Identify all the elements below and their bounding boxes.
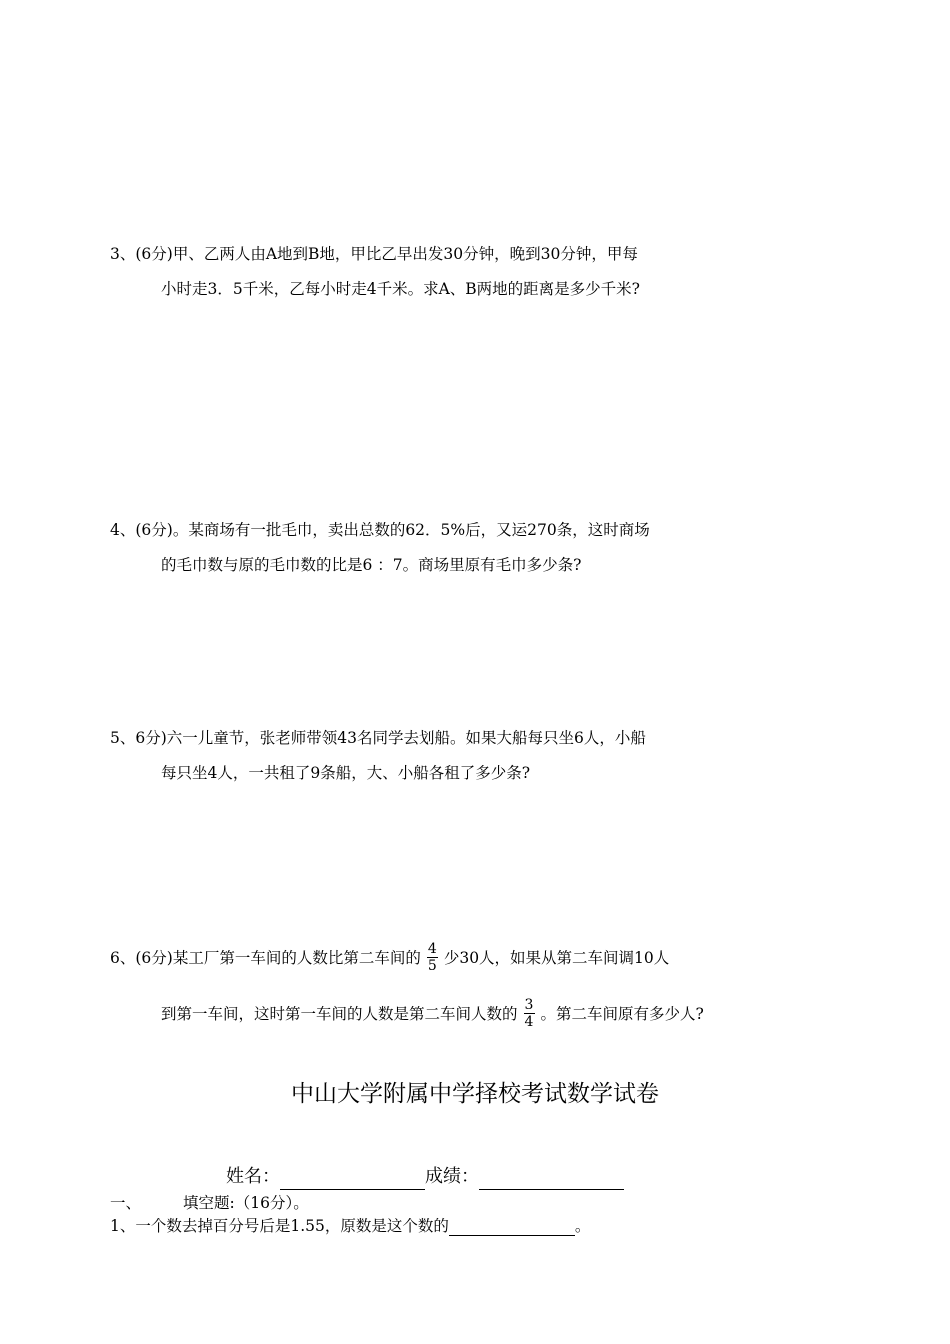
section-1-heading bbox=[110, 1193, 309, 1213]
fraction-four-fifths bbox=[427, 941, 438, 974]
problem-4-line-2: 的毛巾数与原的毛巾数的比是6 ：7。商场里原有毛巾多少条? bbox=[161, 556, 582, 574]
problem-5-line-2: 每只坐4人，一共租了9条船，大、小船各租了多少条? bbox=[161, 764, 531, 782]
problem-4-line-1: 4、(6分)。某商场有一批毛巾，卖出总数的62．5%后，又运270条，这时商场 bbox=[110, 521, 650, 539]
answer-blank[interactable] bbox=[449, 1217, 575, 1236]
question-1 bbox=[110, 1216, 590, 1236]
problem-6-line-1 bbox=[110, 938, 669, 978]
fraction-numerator: 4 bbox=[427, 940, 437, 957]
problem-3-line-2: 小时走3．5千米，乙每小时走4千米。求A、B两地的距离是多少千米? bbox=[161, 280, 640, 298]
problem-6-text-a: 6、(6分)某工厂第一车间的人数比第二车间的 bbox=[110, 949, 421, 967]
problem-6-text-b: 少30人，如果从第二车间调10人 bbox=[443, 949, 670, 967]
problem-5-line-1: 5、6分)六一儿童节，张老师带领43名同学去划船。如果大船每只坐6人，小船 bbox=[110, 729, 646, 747]
question-1-text: 1、一个数去掉百分号后是1.55，原数是这个数的 bbox=[110, 1217, 449, 1235]
score-blank[interactable] bbox=[479, 1167, 624, 1190]
fraction-three-quarters bbox=[524, 997, 535, 1030]
problem-6-line-2 bbox=[161, 994, 704, 1034]
section-title: 填空题:（16分）。 bbox=[183, 1194, 309, 1212]
question-1-end: 。 bbox=[574, 1217, 591, 1235]
problem-6-text-d: 。第二车间原有多少人? bbox=[540, 1005, 704, 1023]
name-label: 姓名： bbox=[226, 1166, 280, 1187]
score-label: 成绩： bbox=[425, 1166, 479, 1187]
name-blank[interactable] bbox=[280, 1167, 425, 1190]
problem-3-line-1: 3、(6分)甲、乙两人由A地到B地，甲比乙早出发30分钟，晚到30分钟，甲每 bbox=[110, 245, 638, 263]
fraction-numerator: 3 bbox=[524, 996, 534, 1013]
fraction-denominator: 5 bbox=[427, 957, 437, 974]
problem-6-text-c: 到第一车间，这时第一车间的人数是第二车间人数的 bbox=[161, 1005, 518, 1023]
fraction-denominator: 4 bbox=[524, 1013, 534, 1030]
exam-title: 中山大学附属中学择校考试数学试卷 bbox=[291, 1081, 659, 1107]
section-number: 一、 bbox=[110, 1194, 142, 1212]
name-score-row bbox=[226, 1164, 624, 1190]
